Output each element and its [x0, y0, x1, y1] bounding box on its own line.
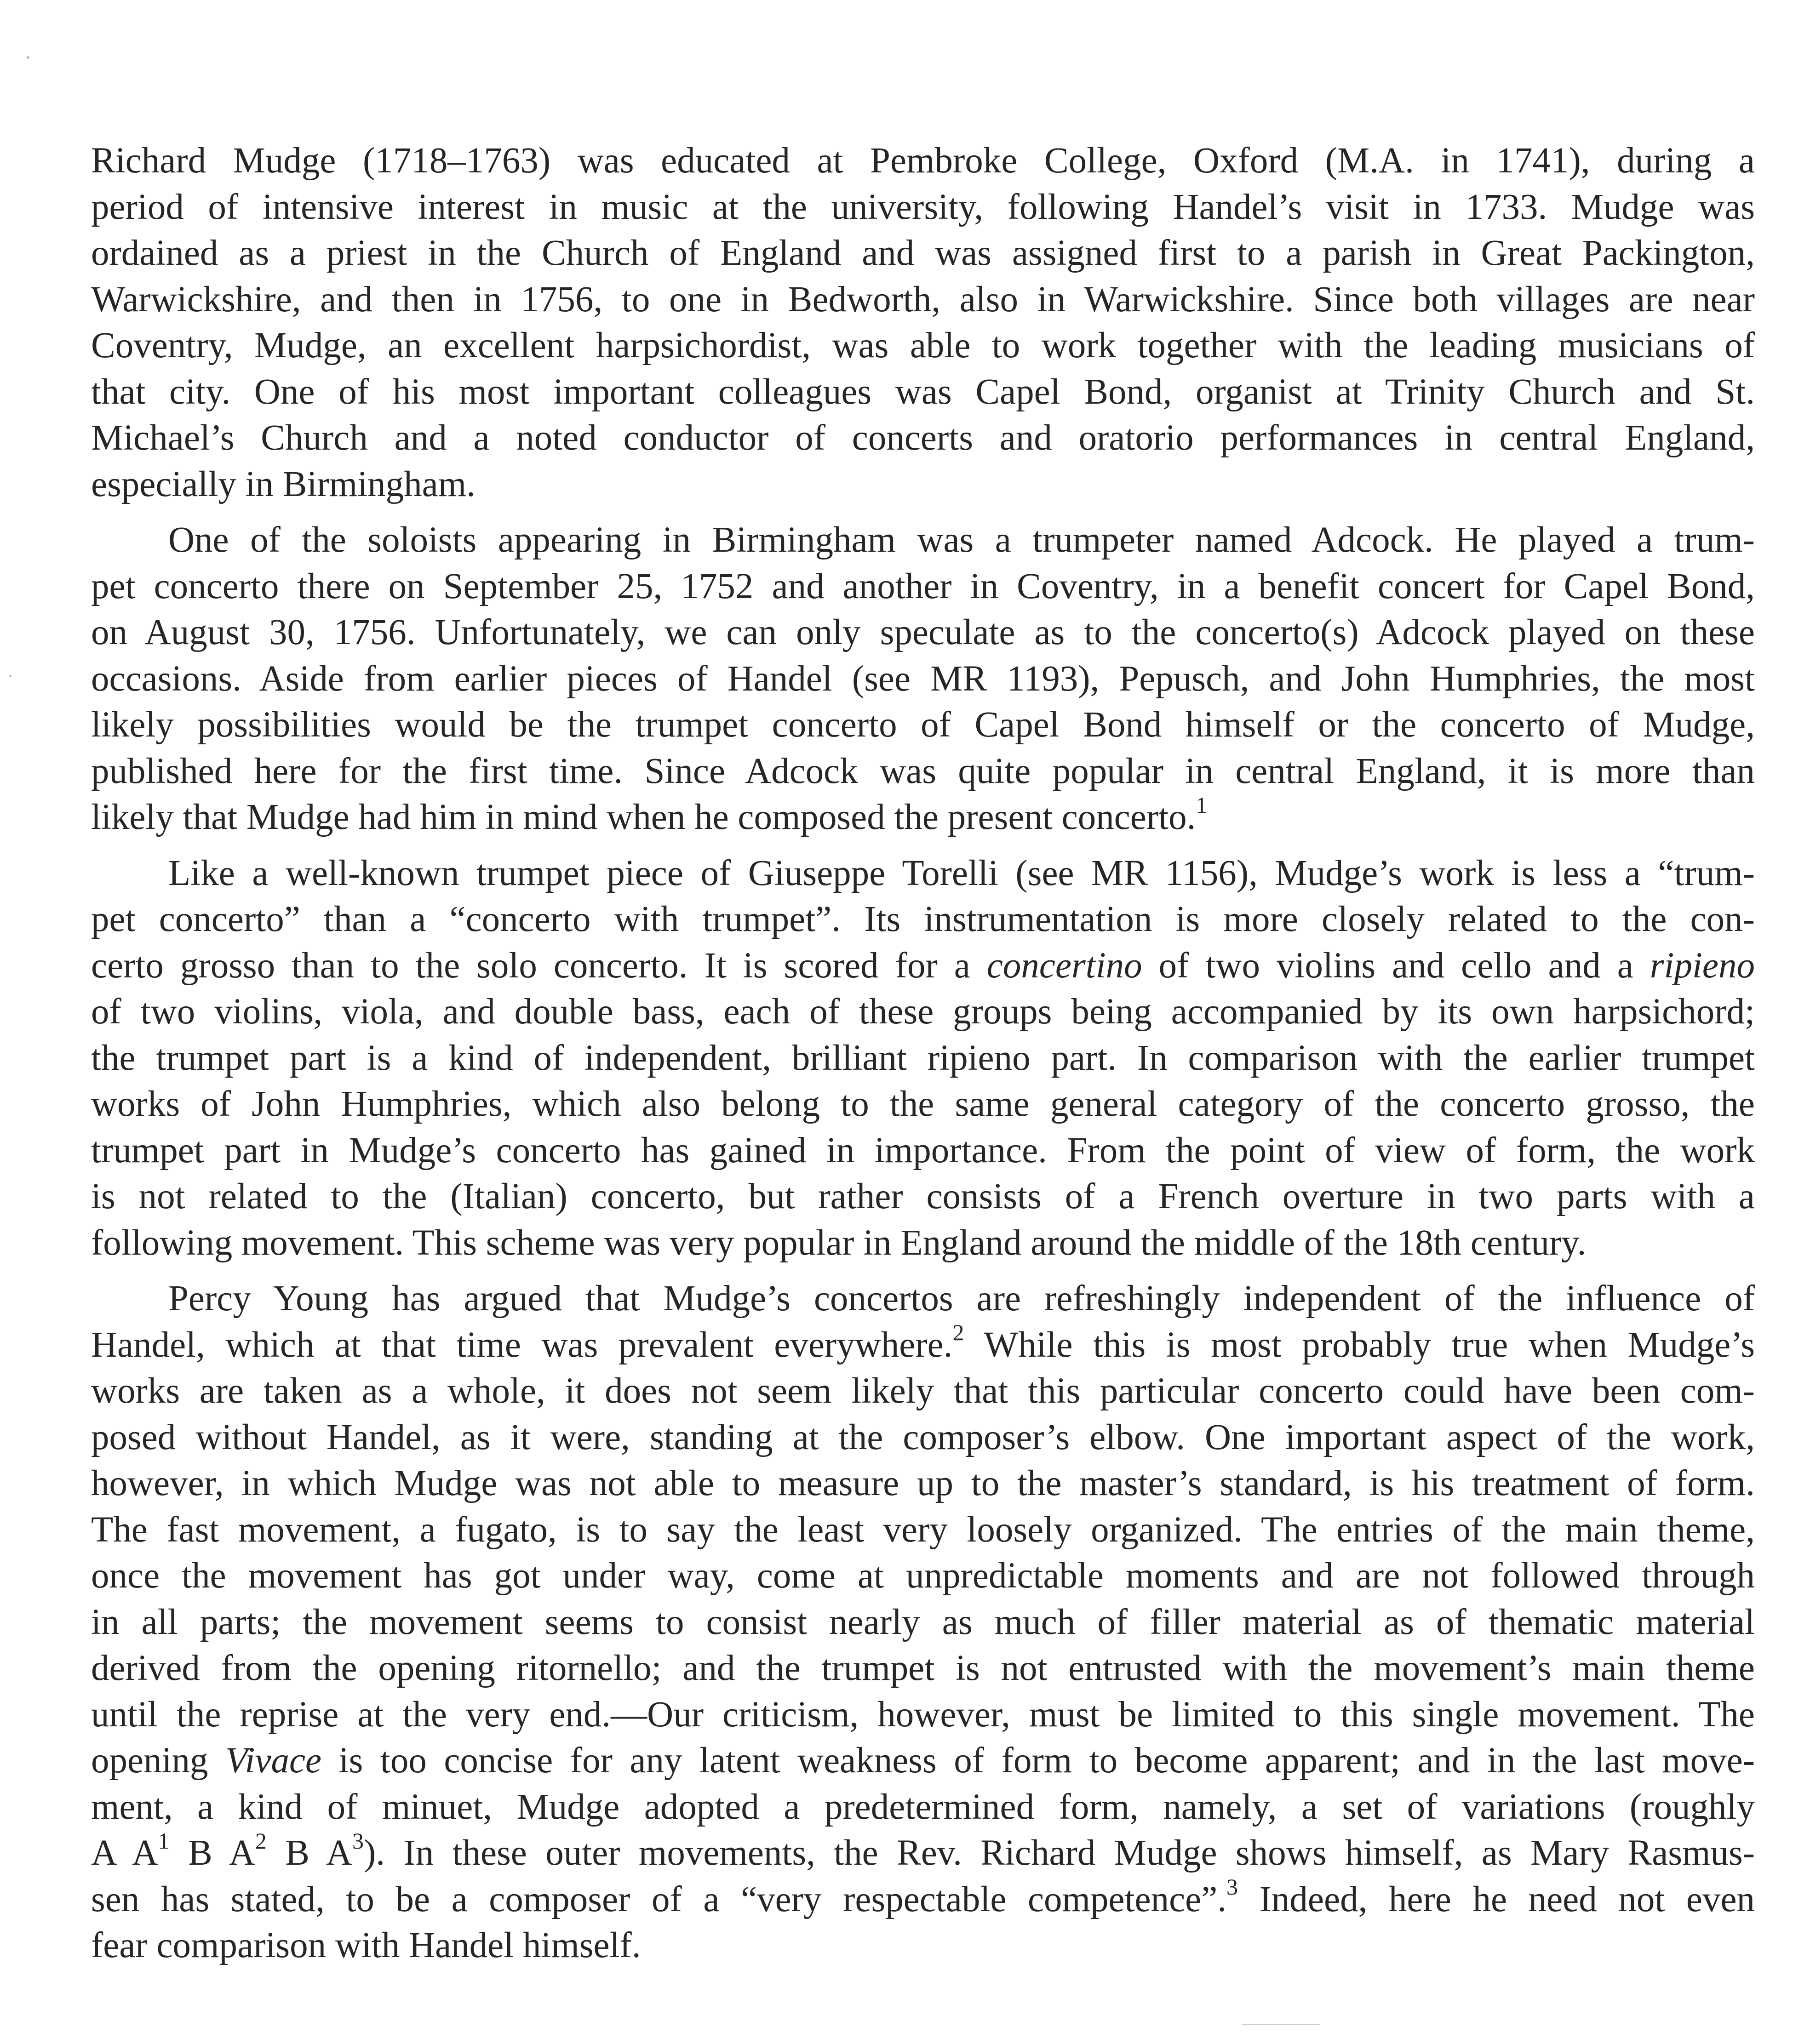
- text-line: in all parts; the movement seems to consist nearly as much of filler material as of thematic material: [91, 1602, 1755, 1642]
- line-text: sen has stated, to be a composer of a “very respectable competence”.: [91, 1879, 1227, 1919]
- text-line: trumpet part in Mudge’s concerto has gained in importance. From the point of view of form, the work: [91, 1130, 1755, 1170]
- text-line: Percy Young has argued that Mudge’s concertos are refreshingly independent of the influence of: [168, 1279, 1755, 1319]
- italic-term: concertino: [986, 945, 1142, 986]
- line-text: Indeed, here he need not even: [1238, 1879, 1755, 1919]
- line-text: opening: [91, 1741, 208, 1781]
- text-line: is not related to the (Italian) concerto, but rather consists of a French overture in two parts with a: [91, 1176, 1755, 1216]
- text-line: however, in which Mudge was not able to measure up to the master’s standard, is his treatment of form.: [91, 1463, 1755, 1503]
- text-line: period of intensive interest in music at the university, following Handel’s visit in 1733. Mudge was: [91, 187, 1755, 227]
- line-text: likely that Mudge had him in mind when he composed the present concerto.: [91, 797, 1196, 837]
- text-line: [91, 1874, 1755, 1923]
- text-line: that city. One of his most important colleagues was Capel Bond, organist at Trinity Church and St.: [91, 371, 1755, 412]
- text-line: occasions. Aside from earlier pieces of Handel (see MR 1193), Pepusch, and John Humphries, the most: [91, 658, 1755, 699]
- superscript: 2: [255, 1827, 267, 1854]
- text-line: Richard Mudge (1718–1763) was educated at Pembroke College, Oxford (M.A. in 1741), during a: [91, 141, 1755, 181]
- line-text: While this is most probably true when Mudge’s: [964, 1325, 1755, 1365]
- text-line: [91, 794, 1755, 841]
- italic-term: Vivace: [225, 1741, 322, 1781]
- footnote-marker: 1: [1196, 792, 1208, 818]
- text-line: posed without Handel, as it were, standing at the composer’s elbow. One important aspect of the work,: [91, 1417, 1755, 1457]
- text-line: following movement. This scheme was very popular in England around the middle of the 18th century.: [91, 1222, 1587, 1263]
- text-line: pet concerto there on September 25, 1752 and another in Coventry, in a benefit concert for Capel Bond,: [91, 566, 1755, 606]
- variation-scheme: B A: [169, 1833, 255, 1873]
- text-line: Like a well-known trumpet piece of Giuseppe Torelli (see MR 1156), Mudge’s work is less a “trum-: [168, 853, 1755, 893]
- paragraph-3: [91, 851, 1755, 1267]
- text-line: [91, 1319, 1755, 1369]
- footnote-marker: 3: [1226, 1874, 1238, 1900]
- text-line: pet concerto” than a “concerto with trumpet”. Its instrumentation is more closely related to the con-: [91, 899, 1755, 939]
- italic-term: ripieno: [1650, 945, 1755, 986]
- text-line: Warwickshire, and then in 1756, to one in Bedworth, also in Warwickshire. Since both villages are near: [91, 279, 1755, 320]
- text-line: fear comparison with Handel himself.: [91, 1925, 641, 1965]
- text-line: Coventry, Mudge, an excellent harpsichordist, was able to work together with the leading musicians of: [91, 325, 1755, 365]
- text-line: One of the soloists appearing in Birmingham was a trumpeter named Adcock. He played a trum-: [168, 520, 1755, 560]
- text-line: ment, a kind of minuet, Mudge adopted a predetermined form, namely, a set of variations (roughly: [91, 1787, 1755, 1827]
- text-line: [91, 1827, 1755, 1877]
- paragraph-2: [91, 517, 1755, 841]
- paragraph-4: [91, 1276, 1755, 1969]
- line-text: Handel, which at that time was prevalent everywhere.: [91, 1325, 953, 1365]
- text-line: works are taken as a whole, it does not seem likely that this particular concerto could have been com-: [91, 1371, 1755, 1411]
- line-text: of two violins and cello and a: [1158, 945, 1633, 986]
- paper-mark: [1242, 2024, 1320, 2025]
- paper-speck: [9, 675, 11, 677]
- text-line: the trumpet part is a kind of independent, brilliant ripieno part. In comparison with the earlier trumpet: [91, 1038, 1755, 1078]
- text-line: on August 30, 1756. Unfortunately, we can only speculate as to the concerto(s) Adcock played on these: [91, 612, 1755, 652]
- text-line: works of John Humphries, which also belong to the same general category of the concerto grosso, the: [91, 1084, 1755, 1124]
- text-line: especially in Birmingham.: [91, 464, 475, 504]
- text-line: [91, 943, 1755, 989]
- document-body: [91, 138, 1755, 1979]
- text-line: [91, 1738, 1755, 1784]
- text-line: Michael’s Church and a noted conductor of concerts and oratorio performances in central England,: [91, 418, 1755, 458]
- text-line: until the reprise at the very end.—Our criticism, however, must be limited to this single movement. The: [91, 1694, 1755, 1735]
- text-line: ordained as a priest in the Church of England and was assigned first to a parish in Great Packington,: [91, 233, 1755, 273]
- variation-scheme: B A: [266, 1833, 352, 1873]
- line-text: ). In these outer movements, the Rev. Richard Mudge shows himself, as Mary Rasmus-: [363, 1833, 1755, 1873]
- footnote-marker: 2: [952, 1319, 964, 1346]
- line-text: is too concise for any latent weakness of form to become apparent; and in the last move-: [321, 1741, 1755, 1781]
- text-line: likely possibilities would be the trumpet concerto of Capel Bond himself or the concerto of Mudge,: [91, 705, 1755, 745]
- paragraph-1: [91, 138, 1755, 508]
- superscript: 3: [352, 1827, 364, 1854]
- text-line: once the movement has got under way, come at unpredictable moments and are not followed through: [91, 1556, 1755, 1596]
- variation-scheme: A A: [91, 1833, 158, 1873]
- text-line: derived from the opening ritornello; and the trumpet is not entrusted with the movement’s main theme: [91, 1648, 1755, 1688]
- text-line: The fast movement, a fugato, is to say the least very loosely organized. The entries of the main theme,: [91, 1509, 1755, 1550]
- text-line: published here for the first time. Since Adcock was quite popular in central England, it is more than: [91, 751, 1755, 791]
- superscript: 1: [158, 1827, 170, 1854]
- paper-speck: [27, 56, 29, 59]
- line-text: certo grosso than to the solo concerto. It is scored for a: [91, 945, 970, 986]
- text-line: of two violins, viola, and double bass, each of these groups being accompanied by its own harpsichord;: [91, 992, 1755, 1032]
